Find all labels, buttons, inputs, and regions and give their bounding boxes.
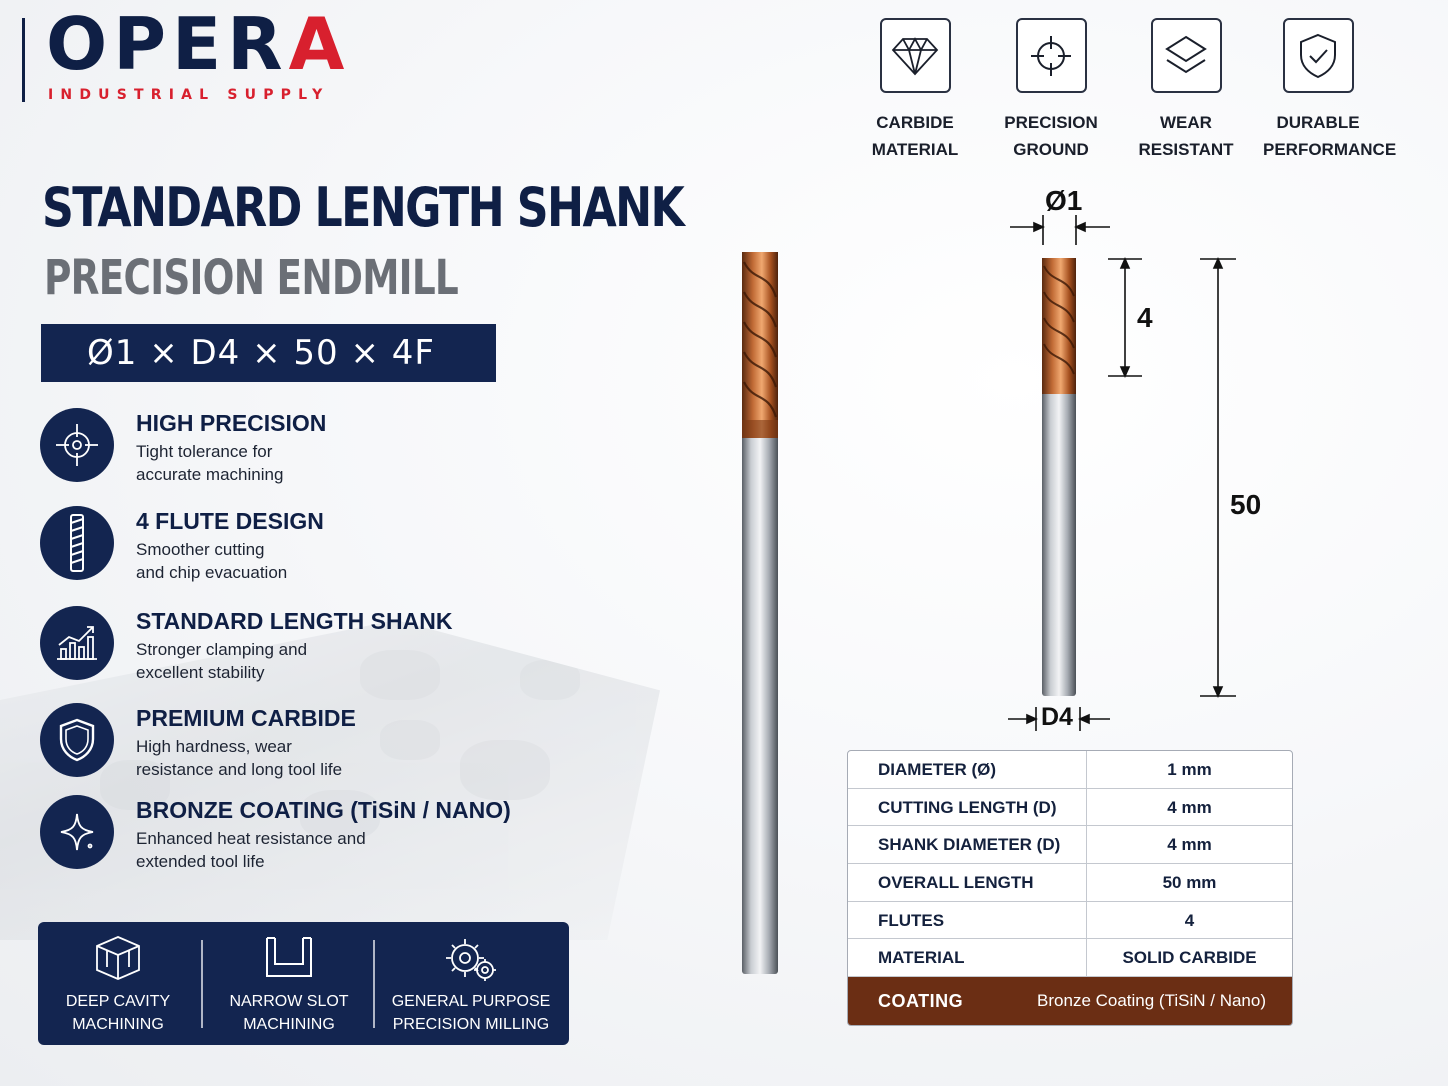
overall-length-dimension-label: 50 xyxy=(1230,489,1262,520)
gears-icon xyxy=(441,934,501,990)
application-label: GENERAL PURPOSE PRECISION MILLING xyxy=(391,993,551,1033)
spec-label: DIAMETER (Ø) xyxy=(848,751,1087,788)
application-label: NARROW SLOT MACHINING xyxy=(229,993,349,1033)
badge-precision-ground xyxy=(996,18,1106,163)
feature-title: BRONZE COATING (TiSiN / NANO) xyxy=(136,797,511,823)
spec-label: OVERALL LENGTH xyxy=(848,864,1087,901)
table-row xyxy=(848,864,1292,902)
table-row xyxy=(848,826,1292,864)
application-narrow-slot xyxy=(204,922,374,1045)
cube-icon xyxy=(93,934,143,986)
spec-label: SHANK DIAMETER (D) xyxy=(848,826,1087,863)
applications-panel xyxy=(38,922,569,1045)
coating-value: Bronze Coating (TiSiN / Nano) xyxy=(1037,991,1266,1011)
diameter-dimension-label: Ø1 xyxy=(1045,185,1083,216)
feature-desc: Tight tolerance for accurate machining xyxy=(136,442,284,484)
page-title: STANDARD LENGTH SHANK xyxy=(42,176,684,239)
slot-icon xyxy=(263,934,315,986)
logo-divider xyxy=(22,18,25,102)
table-row xyxy=(848,751,1292,789)
dimension-lines xyxy=(1000,215,1280,735)
feature-desc: Smoother cutting and chip evacuation xyxy=(136,540,288,582)
feature-desc: Stronger clamping and excellent stability xyxy=(136,640,308,682)
application-label: DEEP CAVITY MACHINING xyxy=(65,993,171,1033)
crosshair-icon xyxy=(1016,18,1087,93)
sparkle-icon xyxy=(40,795,114,869)
table-row xyxy=(848,902,1292,940)
spec-value: SOLID CARBIDE xyxy=(1122,948,1257,968)
feature-desc: Enhanced heat resistance and extended tool life xyxy=(136,829,366,871)
spec-label: CUTTING LENGTH (D) xyxy=(848,789,1087,826)
spec-value: 50 mm xyxy=(1162,873,1217,893)
spec-summary-bar: Ø1 × D4 × 50 × 4F xyxy=(41,324,496,382)
specifications-table xyxy=(847,750,1293,1026)
badge-label: CARBIDE MATERIAL xyxy=(871,113,959,159)
feature-title: HIGH PRECISION xyxy=(136,410,327,436)
divider xyxy=(201,940,203,1028)
badge-carbide-material xyxy=(860,18,970,163)
spec-value: 1 mm xyxy=(1167,760,1212,779)
badge-durable-performance xyxy=(1263,18,1397,163)
shank-dimension-label: D4 xyxy=(1041,703,1073,731)
coating-row xyxy=(848,977,1292,1025)
crosshair-icon xyxy=(40,408,114,482)
application-general-purpose xyxy=(376,922,566,1045)
table-row xyxy=(848,939,1292,977)
shield-check-icon xyxy=(1283,18,1354,93)
feature-title: STANDARD LENGTH SHANK xyxy=(136,608,453,634)
endmill-icon xyxy=(40,506,114,580)
spec-value: 4 mm xyxy=(1167,797,1212,817)
diamond-icon xyxy=(880,18,951,93)
badge-wear-resistant xyxy=(1131,18,1241,163)
coating-label: COATING xyxy=(878,990,964,1011)
shield-icon xyxy=(40,703,114,777)
badge-label: WEAR RESISTANT xyxy=(1138,113,1234,159)
application-deep-cavity xyxy=(38,922,198,1045)
bar-chart-icon xyxy=(40,606,114,680)
spec-value: 4 xyxy=(1184,910,1195,930)
feature-title: 4 FLUTE DESIGN xyxy=(136,508,324,534)
feature-title: PREMIUM CARBIDE xyxy=(136,705,356,731)
brand-logo: OPERA xyxy=(46,2,351,86)
badge-label: DURABLE PERFORMANCE xyxy=(1263,113,1397,159)
badge-label: PRECISION GROUND xyxy=(1004,113,1098,159)
table-row xyxy=(848,789,1292,827)
cutting-length-dimension-label: 4 xyxy=(1137,302,1153,333)
endmill-product-image xyxy=(740,252,780,982)
spec-label: FLUTES xyxy=(848,902,1087,939)
layers-icon xyxy=(1151,18,1222,93)
brand-tagline: INDUSTRIAL SUPPLY xyxy=(48,87,330,103)
page-subtitle: PRECISION ENDMILL xyxy=(44,250,458,306)
divider xyxy=(373,940,375,1028)
spec-label: MATERIAL xyxy=(848,939,1087,976)
feature-desc: High hardness, wear resistance and long tool life xyxy=(136,737,343,779)
spec-value: 4 mm xyxy=(1167,835,1212,855)
